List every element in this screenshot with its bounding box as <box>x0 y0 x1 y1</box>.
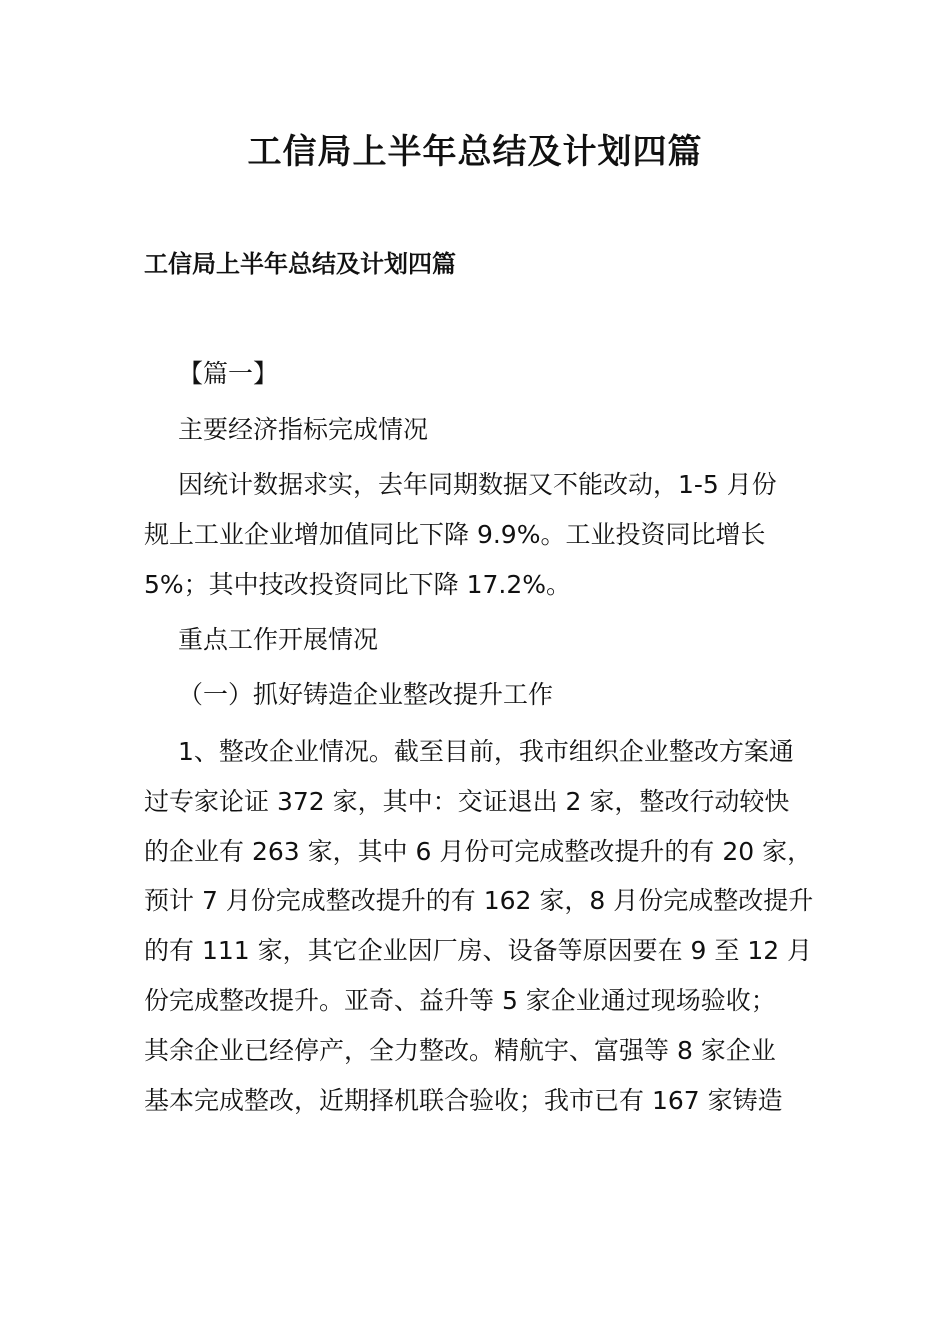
document-title: 工信局上半年总结及计划四篇 <box>247 132 703 172</box>
paragraph-line: 1、整改企业情况。截至目前，我市组织企业整改方案通 <box>178 737 794 766</box>
paragraph-line: 过专家论证 372 家，其中：交证退出 2 家，整改行动较快 <box>144 787 790 816</box>
paragraph-line: 基本完成整改，近期择机联合验收；我市已有 167 家铸造 <box>144 1086 783 1115</box>
paragraph-line: 因统计数据求实，去年同期数据又不能改动，1-5 月份 <box>178 470 777 499</box>
paragraph-line: 其余企业已经停产，全力整改。精航宇、富强等 8 家企业 <box>144 1036 776 1065</box>
paragraph-line: 的企业有 263 家，其中 6 月份可完成整改提升的有 20 家， <box>144 837 813 866</box>
heading-economic-indicators: 主要经济指标完成情况 <box>178 415 429 444</box>
paragraph-line: 的有 111 家，其它企业因厂房、设备等原因要在 9 至 12 月 <box>144 936 813 965</box>
heading-key-work: 重点工作开展情况 <box>178 625 379 654</box>
paragraph-line: 规上工业企业增加值同比下降 9.9%。工业投资同比增长 <box>144 520 766 549</box>
paragraph-line: 5%；其中技改投资同比下降 17.2%。 <box>144 570 572 599</box>
paragraph-line: 份完成整改提升。亚奇、益升等 5 家企业通过现场验收； <box>144 986 776 1015</box>
document-subtitle: 工信局上半年总结及计划四篇 <box>144 250 456 278</box>
heading-foundry-rectification: （一）抓好铸造企业整改提升工作 <box>178 680 554 709</box>
paragraph-line: 预计 7 月份完成整改提升的有 162 家，8 月份完成整改提升 <box>144 886 814 915</box>
section-heading-part-one: 【篇一】 <box>178 359 279 388</box>
